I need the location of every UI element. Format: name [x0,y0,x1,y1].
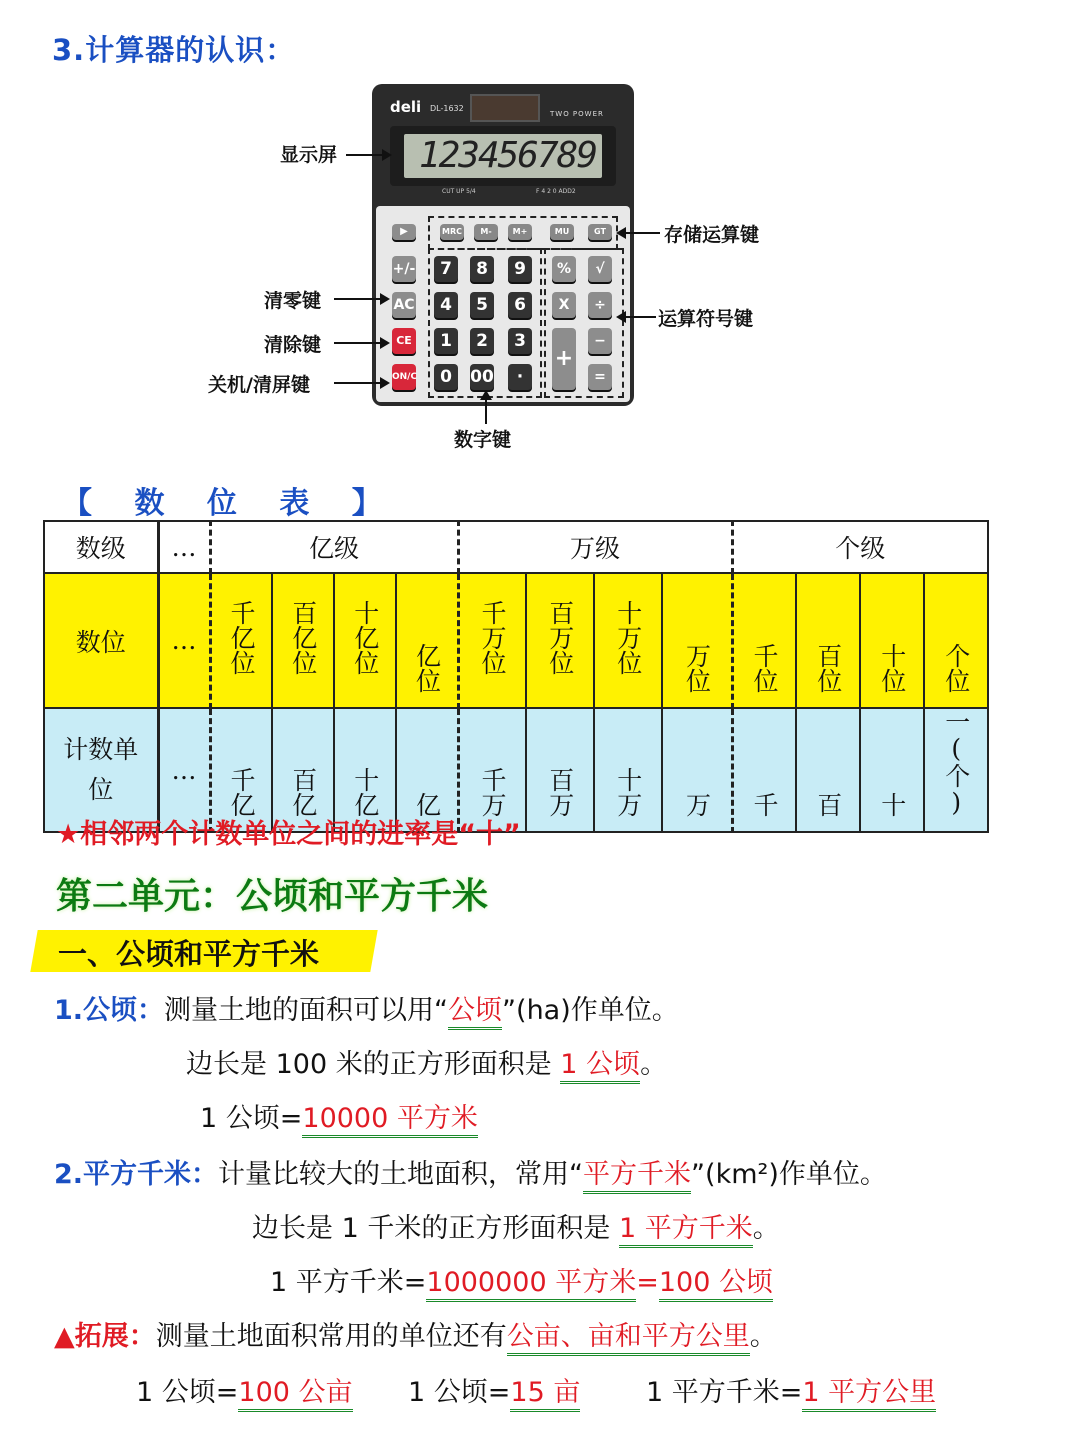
answer: 公亩、亩和平方公里 [507,1321,750,1356]
callout-display: 显示屏 [280,144,338,166]
line-conv-a [136,1370,353,1409]
answer: 公顷 [448,995,502,1030]
text: 。 [749,1321,777,1352]
text: 1 平方千米= [646,1377,803,1408]
key-equals[interactable]: = [588,364,612,390]
key-gt[interactable]: GT [588,224,612,240]
label-extension: ▲拓展： [54,1321,156,1352]
unit-cell: 十 [877,792,907,817]
callout-clear: 清除键 [264,334,322,356]
operator-keys-outline [544,248,624,398]
answer: 10000 平方米 [302,1103,477,1138]
unit-cell: 百 [813,792,843,817]
calculator-display: 123456789 [404,134,602,178]
calculator-image [372,84,634,406]
text: 。 [752,1213,780,1244]
row-label-unit-text: 计数单位 [63,735,139,804]
unit-cell: 十万 [613,767,643,817]
arrow-clear-zero [334,298,388,300]
text: ”(ha)作单位。 [502,995,679,1026]
text: 1 公顷= [200,1103,303,1134]
line-conv-b [408,1370,580,1409]
unit-cell: 万 [682,792,712,817]
table-row-digits [44,573,988,708]
key-plus[interactable]: + [552,328,576,390]
key-4[interactable]: 4 [434,292,458,318]
unit-subtitle: 一、公顷和平方千米 [58,937,320,971]
key-0[interactable]: 0 [434,364,458,390]
arrow-operators [618,316,656,318]
calculator-model: DL-1632 [430,104,464,113]
digit-cell: 百万位 [545,600,575,675]
digit-ellipsis: … [158,573,210,708]
key-2[interactable]: 2 [470,328,494,354]
decimal-label: F 4 2 0 ADD2 [536,188,576,195]
answer: 100 公顷 [659,1267,773,1302]
digit-keys-outline [428,248,542,398]
digit-cell: 千亿位 [227,600,256,675]
text: 1 公顷= [136,1377,239,1408]
answer: 15 亩 [510,1377,580,1412]
label-sqkm: 2.平方千米： [54,1159,219,1190]
place-value-table [43,520,989,833]
digit-cell: 百亿位 [288,600,318,675]
line-sqkm-def [252,1206,780,1245]
header-ellipsis: … [158,521,210,573]
digit-cell: 十位 [877,643,907,693]
callout-clear-zero: 清零键 [264,290,322,312]
callout-off-clear: 关机/清屏键 [208,374,310,396]
text: 边长是 100 米的正方形面积是 [186,1049,561,1080]
arrow-clear [334,342,388,344]
text: 1 平方千米= [270,1267,427,1298]
unit-cell: 千亿 [227,767,256,817]
line-hectare-conv [200,1096,478,1135]
text: = [636,1267,659,1298]
line-hectare-def [186,1042,667,1081]
key-9[interactable]: 9 [508,256,532,282]
header-ge-level: 个级 [732,521,988,573]
unit-cell: 千万 [478,767,507,817]
key-divide[interactable]: ÷ [588,292,612,318]
unit-cell: 百万 [545,767,575,817]
key-mu[interactable]: MU [550,224,574,240]
key-percent[interactable]: % [552,256,576,282]
key-8[interactable]: 8 [470,256,494,282]
place-table-title: 【 数 位 表 】 [62,486,398,521]
digit-cell: 亿位 [412,643,442,693]
key-on-c[interactable]: ON/C [392,364,416,390]
key-mrc[interactable]: MRC [440,224,464,240]
callout-digits: 数字键 [454,429,512,451]
digit-cell: 百位 [813,643,843,693]
key-sqrt[interactable]: √ [588,256,612,282]
solar-panel [470,94,540,122]
unit-title: 第二单元：公顷和平方千米 [56,876,489,917]
key-3[interactable]: 3 [508,328,532,354]
section-title: 3.计算器的认识： [52,33,296,67]
digit-cell: 个位 [941,643,971,693]
arrow-display [346,154,390,156]
answer: 100 公亩 [238,1377,352,1412]
key-5[interactable]: 5 [470,292,494,318]
row-label-digit: 数位 [44,573,158,708]
key-ce[interactable]: CE [392,328,416,354]
answer: 平方千米 [583,1159,691,1194]
answer: 1 平方公里 [802,1377,936,1412]
text: 测量土地面积常用的单位还有 [155,1321,507,1352]
text: 计量比较大的土地面积，常用“ [218,1159,584,1190]
unit-cell: 千 [750,792,779,817]
digit-cell: 千位 [750,643,779,693]
callout-operators: 运算符号键 [658,308,754,330]
digit-cell: 万位 [682,643,712,693]
keypad [376,206,630,402]
key-ac[interactable]: AC [392,292,416,318]
callout-memory: 存储运算键 [664,224,760,246]
text: ”(km²)作单位。 [691,1159,887,1190]
key-00[interactable]: 00 [470,364,494,390]
line-conv-c [646,1370,936,1409]
key-6[interactable]: 6 [508,292,532,318]
line-sqkm-conv [270,1260,773,1299]
line-sqkm [54,1152,887,1191]
key-times[interactable]: X [552,292,576,318]
answer: 1 平方千米 [619,1213,753,1248]
text: 。 [640,1049,668,1080]
header-level: 数级 [44,521,158,573]
cut-label: CUT UP 5/4 [442,188,476,195]
header-yi-level: 亿级 [210,521,458,573]
line-hectare [54,988,679,1027]
key-m-minus[interactable]: M- [474,224,498,240]
digit-cell: 十万位 [613,600,643,675]
label-hectare: 1.公顷： [54,995,165,1026]
arrow-digits [485,394,487,424]
key-7[interactable]: 7 [434,256,458,282]
text: 边长是 1 千米的正方形面积是 [252,1213,619,1244]
digit-cell: 十亿位 [350,600,380,675]
unit-cell: 亿 [412,792,442,817]
key-play[interactable]: ▶ [392,224,416,240]
answer: 1000000 平方米 [426,1267,636,1302]
key-plus-minus[interactable]: +/- [392,256,416,282]
note-ratio: ★相邻两个计数单位之间的进率是“十” [56,819,521,850]
key-m-plus[interactable]: M+ [508,224,532,240]
unit-cell: 一(个) [941,709,971,817]
unit-cell: 百亿 [288,767,318,817]
text: 1 公顷= [408,1377,511,1408]
calculator-power-label: TWO POWER [550,110,604,118]
text: 测量土地的面积可以用“ [164,995,449,1026]
unit-ellipsis: … [158,708,210,832]
digit-cell: 千万位 [478,600,507,675]
arrow-off-clear [334,382,388,384]
key-minus[interactable]: − [588,328,612,354]
line-extension [54,1314,777,1353]
header-wan-level: 万级 [458,521,732,573]
calculator-brand: deli [390,98,422,116]
unit-cell: 十亿 [350,767,380,817]
arrow-memory [618,232,660,234]
key-1[interactable]: 1 [434,328,458,354]
key-dot[interactable]: · [508,364,532,390]
memory-keys-outline [428,216,618,250]
answer: 1 公顷 [560,1049,640,1084]
